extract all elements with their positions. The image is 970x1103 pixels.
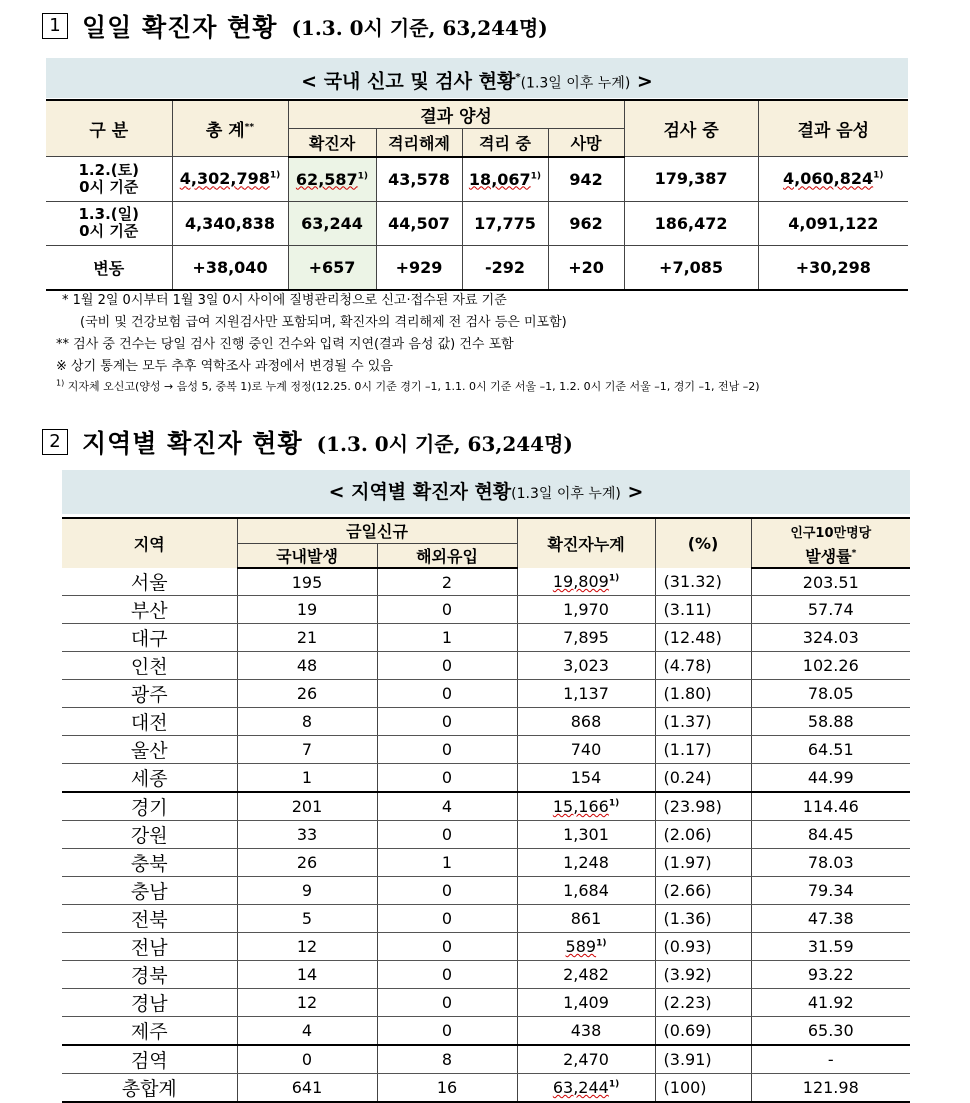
cell-pct: (1.36) (655, 905, 751, 933)
cell-region: 전남 (62, 933, 237, 961)
banner1-close: > (636, 70, 653, 93)
cell-region: 경기 (62, 792, 237, 821)
cell-region: 세종 (62, 764, 237, 793)
cell-imported: 0 (377, 905, 517, 933)
cell-negative: +30,298 (758, 245, 908, 290)
cell-rate: 203.51 (751, 568, 910, 596)
table-row (62, 905, 910, 933)
cell-imported: 0 (377, 708, 517, 736)
cell-cumulative: 1,684 (517, 877, 655, 905)
cell-pct: (31.32) (655, 568, 751, 596)
header-released: 격리해제 (376, 128, 462, 157)
cell-region: 충북 (62, 849, 237, 877)
header-pct: (%) (655, 518, 751, 568)
cell-pct: (12.48) (655, 624, 751, 652)
cell-domestic: 641 (237, 1074, 377, 1103)
cell-cumulative: 154 (517, 764, 655, 793)
cell-region: 부산 (62, 596, 237, 624)
cell-domestic: 19 (237, 596, 377, 624)
cell-domestic: 195 (237, 568, 377, 596)
banner2-close: > (627, 481, 644, 503)
header-cumulative: 확진자누계 (517, 518, 655, 568)
regional-table (62, 517, 910, 1103)
table-row (62, 1017, 910, 1046)
table-row (62, 1074, 910, 1103)
header-negative: 결과 음성 (758, 100, 908, 157)
cell-pct: (4.78) (655, 652, 751, 680)
table-row (62, 680, 910, 708)
cell-imported: 16 (377, 1074, 517, 1103)
note-4 (56, 378, 759, 394)
cell-imported: 0 (377, 961, 517, 989)
note-2: ** 검사 중 건수는 당일 검사 진행 중인 건수와 입력 지연(결과 음성 값) 건수 포함 (56, 337, 514, 352)
cell-domestic: 48 (237, 652, 377, 680)
note-4-mark: 1) (56, 378, 65, 388)
cell-region: 울산 (62, 736, 237, 764)
table-row (62, 568, 910, 596)
cell-rate: 114.46 (751, 792, 910, 821)
cell-pct: (23.98) (655, 792, 751, 821)
cell-rate: - (751, 1045, 910, 1074)
table-row (62, 596, 910, 624)
banner2-text: < 지역별 확진자 현황 (328, 481, 512, 503)
cell-imported: 0 (377, 596, 517, 624)
banner1-star: * (515, 72, 521, 83)
cell-imported: 0 (377, 933, 517, 961)
cell-domestic: 26 (237, 849, 377, 877)
banner2-small: (1.3일 이후 누계) (511, 486, 621, 502)
note-1: * 1월 2일 0시부터 1월 3일 0시 사이에 질병관리청으로 신고·접수된 자료 기준 (62, 293, 507, 308)
cell-imported: 0 (377, 989, 517, 1017)
cell-pct: (1.97) (655, 849, 751, 877)
cell-imported: 1 (377, 849, 517, 877)
section2-number: 2 (42, 429, 68, 455)
table-row (62, 821, 910, 849)
table-row (62, 652, 910, 680)
cell-domestic: 14 (237, 961, 377, 989)
table-row (62, 624, 910, 652)
cell-cumulative: 1,409 (517, 989, 655, 1017)
cell-rate: 324.03 (751, 624, 910, 652)
cell-pct: (0.69) (655, 1017, 751, 1046)
cell-cumulative: 438 (517, 1017, 655, 1046)
cell-rate: 58.88 (751, 708, 910, 736)
cell-deaths: +20 (548, 245, 624, 290)
cell-domestic: 21 (237, 624, 377, 652)
cell-region: 전북 (62, 905, 237, 933)
cell-domestic: 0 (237, 1045, 377, 1074)
cell-region: 검역 (62, 1045, 237, 1074)
table-row (46, 157, 908, 202)
header-confirmed: 확진자 (288, 128, 376, 157)
cell-pct: (1.80) (655, 680, 751, 708)
cell-rate: 78.03 (751, 849, 910, 877)
table-row (62, 961, 910, 989)
cell-imported: 0 (377, 1017, 517, 1046)
table-row (62, 989, 910, 1017)
cell-region: 광주 (62, 680, 237, 708)
cell-rate: 78.05 (751, 680, 910, 708)
cell-rate: 102.26 (751, 652, 910, 680)
header-deaths: 사망 (548, 128, 624, 157)
cell-rate: 47.38 (751, 905, 910, 933)
section1-subtitle: (1.3. 0시 기준, 63,244명) (291, 15, 548, 40)
cell-pct: (3.91) (655, 1045, 751, 1074)
cell-rate: 31.59 (751, 933, 910, 961)
table-row (62, 849, 910, 877)
header-rate-top: 인구10만명당 (751, 518, 910, 543)
section2-title (42, 424, 573, 460)
cell-domestic: 1 (237, 764, 377, 793)
cell-domestic: 26 (237, 680, 377, 708)
cell-released: 43,578 (376, 157, 462, 202)
cell-cumulative: 589$^{1)}$ (517, 933, 655, 961)
cell-region: 경북 (62, 961, 237, 989)
cell-imported: 2 (377, 568, 517, 596)
cell-rate: 121.98 (751, 1074, 910, 1103)
header-rate: 발생률* (751, 543, 910, 568)
table-row (62, 708, 910, 736)
cell-domestic: 8 (237, 708, 377, 736)
cell-cumulative: 1,137 (517, 680, 655, 708)
cell-testing: +7,085 (624, 245, 758, 290)
cell-isolated: 18,067$^{1)}$ (462, 157, 548, 202)
banner1-small: (1.3일 이후 누계) (520, 75, 631, 92)
table-row (62, 764, 910, 793)
cell-cumulative: 19,809$^{1)}$ (517, 568, 655, 596)
cell-confirmed: 62,587$^{1)}$ (288, 157, 376, 202)
cell-deaths: 942 (548, 157, 624, 202)
cell-cumulative: 63,244$^{1)}$ (517, 1074, 655, 1103)
cell-cumulative: 1,970 (517, 596, 655, 624)
table-row (62, 1045, 910, 1074)
cell-region: 인천 (62, 652, 237, 680)
cell-cumulative: 15,166$^{1)}$ (517, 792, 655, 821)
cell-imported: 4 (377, 792, 517, 821)
header-region: 지역 (62, 518, 237, 568)
cell-region: 대구 (62, 624, 237, 652)
cell-pct: (3.92) (655, 961, 751, 989)
table-row (62, 877, 910, 905)
cell-cumulative: 861 (517, 905, 655, 933)
cell-domestic: 5 (237, 905, 377, 933)
cell-region: 경남 (62, 989, 237, 1017)
cell-confirmed: +657 (288, 245, 376, 290)
table-row (46, 201, 908, 245)
cell-imported: 0 (377, 821, 517, 849)
cell-domestic: 12 (237, 989, 377, 1017)
cell-released: +929 (376, 245, 462, 290)
cell-testing: 179,387 (624, 157, 758, 202)
cell-rate: 79.34 (751, 877, 910, 905)
header-isolated: 격리 중 (462, 128, 548, 157)
cell-rate: 64.51 (751, 736, 910, 764)
banner-domestic-tests (46, 58, 908, 98)
cell-pct: (1.37) (655, 708, 751, 736)
cell-region: 강원 (62, 821, 237, 849)
cell-rate: 84.45 (751, 821, 910, 849)
cell-rate: 41.92 (751, 989, 910, 1017)
cell-cumulative: 7,895 (517, 624, 655, 652)
cell-rate: 65.30 (751, 1017, 910, 1046)
cell-released: 44,507 (376, 201, 462, 245)
section2-subtitle: (1.3. 0시 기준, 63,244명) (316, 431, 573, 456)
cell-imported: 0 (377, 652, 517, 680)
cell-negative: 4,060,824$^{1)}$ (758, 157, 908, 202)
cell-imported: 1 (377, 624, 517, 652)
cell-cumulative: 2,482 (517, 961, 655, 989)
section1-heading: 일일 확진자 현황 (82, 13, 278, 42)
cell-imported: 0 (377, 736, 517, 764)
cell-total: 4,340,838 (172, 201, 288, 245)
cell-total: 4,302,798$^{1)}$ (172, 157, 288, 202)
cell-pct: (2.23) (655, 989, 751, 1017)
cell-cumulative: 2,470 (517, 1045, 655, 1074)
cell-pct: (3.11) (655, 596, 751, 624)
banner-regional (62, 470, 910, 514)
cell-imported: 8 (377, 1045, 517, 1074)
cell-cumulative: 3,023 (517, 652, 655, 680)
cell-region: 제주 (62, 1017, 237, 1046)
cell-testing: 186,472 (624, 201, 758, 245)
cell-cumulative: 1,248 (517, 849, 655, 877)
cell-cumulative: 1,301 (517, 821, 655, 849)
cell-pct: (0.24) (655, 764, 751, 793)
cell-rate: 57.74 (751, 596, 910, 624)
note-3: ※ 상기 통계는 모두 추후 역학조사 과정에서 변경될 수 있음 (56, 359, 393, 374)
table-row (62, 736, 910, 764)
cell-imported: 0 (377, 877, 517, 905)
header-result-positive: 결과 양성 (288, 100, 624, 128)
cell-deaths: 962 (548, 201, 624, 245)
note-1b: (국비 및 건강보험 급여 지원검사만 포함되며, 확진자의 격리해제 전 검사 등은 미포함) (80, 315, 567, 330)
cell-pct: (1.17) (655, 736, 751, 764)
section1-number: 1 (42, 13, 68, 39)
header-new-today: 금일신규 (237, 518, 517, 543)
row-label: 변동 (46, 245, 172, 290)
note-4-text: 지자체 오신고(양성 → 음성 5, 중복 1)로 누계 정정(12.25. 0시 기준 경기 –1, 1.1. 0시 기준 서울 –1, 1.2. 0시 기준 서울 –1, 경기 –1, 전남 –2) (67, 380, 760, 393)
cell-pct: (0.93) (655, 933, 751, 961)
cell-pct: (100) (655, 1074, 751, 1103)
cell-total: +38,040 (172, 245, 288, 290)
table-row (46, 245, 908, 290)
cell-cumulative: 740 (517, 736, 655, 764)
header-testing: 검사 중 (624, 100, 758, 157)
cell-confirmed: 63,244 (288, 201, 376, 245)
cell-domestic: 33 (237, 821, 377, 849)
cell-isolated: -292 (462, 245, 548, 290)
cell-domestic: 4 (237, 1017, 377, 1046)
row-label: 1.2.(토) 0시 기준 (46, 157, 172, 202)
cell-isolated: 17,775 (462, 201, 548, 245)
cell-pct: (2.06) (655, 821, 751, 849)
table-row (62, 933, 910, 961)
table-row (62, 792, 910, 821)
cell-region: 충남 (62, 877, 237, 905)
cell-negative: 4,091,122 (758, 201, 908, 245)
cell-domestic: 12 (237, 933, 377, 961)
cell-rate: 44.99 (751, 764, 910, 793)
section2-heading: 지역별 확진자 현황 (82, 429, 303, 458)
cell-region: 대전 (62, 708, 237, 736)
cell-region: 총합계 (62, 1074, 237, 1103)
cell-imported: 0 (377, 764, 517, 793)
cell-domestic: 201 (237, 792, 377, 821)
header-category: 구 분 (46, 100, 172, 157)
cell-rate: 93.22 (751, 961, 910, 989)
cell-region: 서울 (62, 568, 237, 596)
header-imported: 해외유입 (377, 543, 517, 568)
cell-domestic: 7 (237, 736, 377, 764)
header-total: 총 계** (172, 100, 288, 157)
domestic-tests-table (46, 99, 908, 291)
row-label: 1.3.(일) 0시 기준 (46, 201, 172, 245)
banner1-text: < 국내 신고 및 검사 현황 (301, 70, 516, 93)
cell-pct: (2.66) (655, 877, 751, 905)
cell-domestic: 9 (237, 877, 377, 905)
cell-imported: 0 (377, 680, 517, 708)
section1-title (42, 8, 548, 44)
header-domestic: 국내발생 (237, 543, 377, 568)
cell-cumulative: 868 (517, 708, 655, 736)
